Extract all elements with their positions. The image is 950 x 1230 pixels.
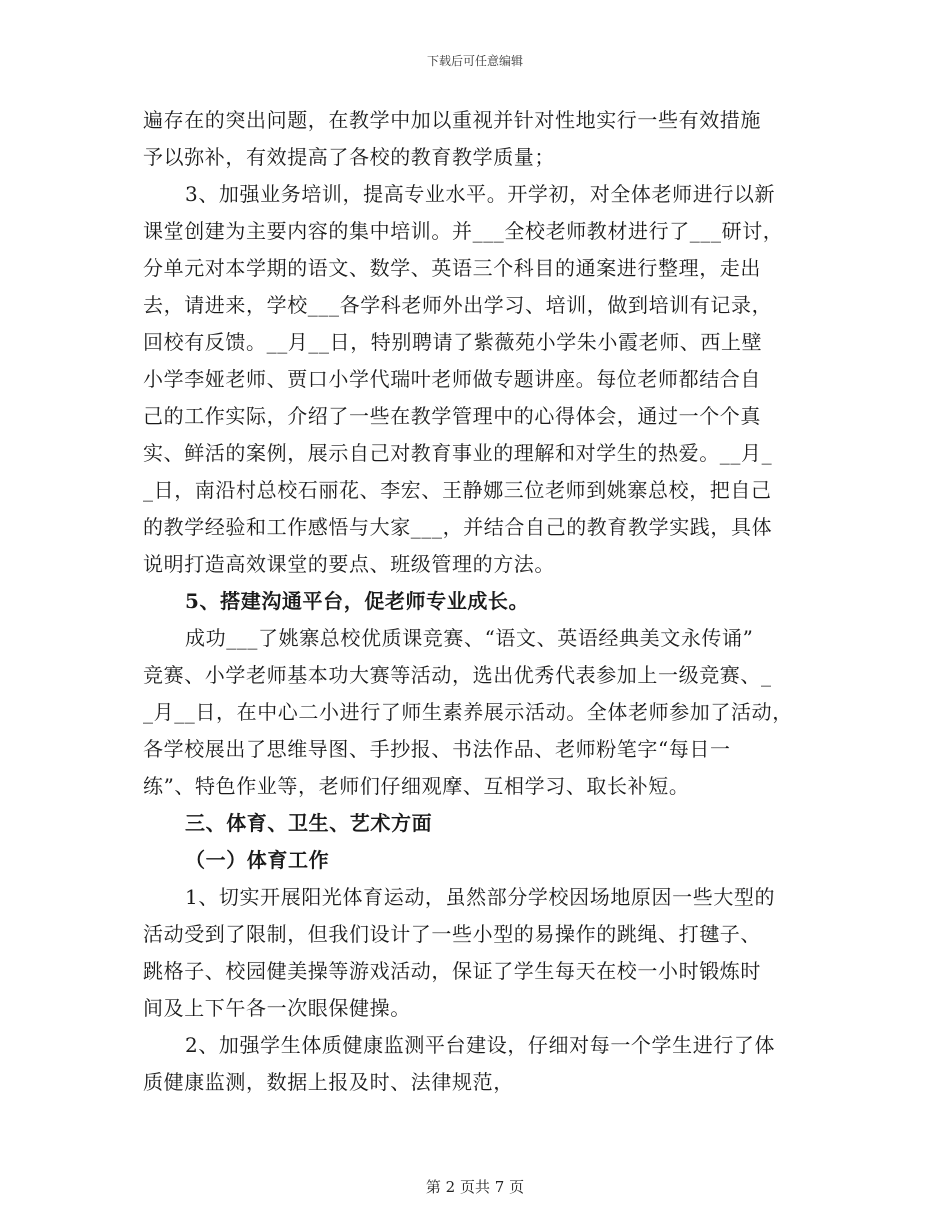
text-line: 跳格子、校园健美操等游戏活动，保证了学生每天在校一小时锻炼时	[143, 959, 761, 983]
text-line: 3、加强业务培训，提高专业水平。开学初，对全体老师进行以新	[185, 182, 776, 206]
text-line: 1、切实开展阳光体育运动，虽然部分学校因场地原因一些大型的	[185, 885, 776, 909]
text-line: 实、鲜活的案例，展示自己对教育事业的理解和对学生的热爱。__月_	[143, 441, 773, 465]
page-header: 下载后可任意编辑	[426, 54, 523, 68]
text-line: 活动受到了限制，但我们设计了一些小型的易操作的跳绳、打毽子、	[143, 922, 761, 946]
text-line: 竞赛、小学老师基本功大赛等活动，选出优秀代表参加上一级竞赛、_	[143, 663, 772, 687]
section-heading: 5、搭建沟通平台，促老师专业成长。	[185, 589, 530, 613]
text-line: 回校有反馈。__月__日，特别聘请了紫薇苑小学朱小霞老师、西上壁	[143, 330, 763, 354]
text-line: 去，请进来，学校___各学科老师外出学习、培训，做到培训有记录，	[143, 293, 773, 317]
text-line: 分单元对本学期的语文、数学、英语三个科目的通案进行整理，走出	[143, 256, 761, 280]
subsection-heading: （一）体育工作	[185, 848, 330, 872]
text-line: 练”、特色作业等，老师们仔细观摩、互相学习、取长补短。	[143, 774, 690, 798]
document-body	[143, 102, 815, 1101]
text-line: 2、加强学生体质健康监测平台建设，仔细对每一个学生进行了体	[185, 1033, 776, 1057]
text-line: _月__日，在中心二小进行了师生素养展示活动。全体老师参加了活动，	[143, 700, 793, 724]
text-line: 各学校展出了思维导图、手抄报、书法作品、老师粉笔字“每日一	[143, 737, 731, 761]
page-footer: 第 2 页共 7 页	[425, 1178, 525, 1196]
text-line: 质健康监测，数据上报及时、法律规范，	[143, 1070, 514, 1094]
text-line: 小学李娅老师、贾口小学代瑞叶老师做专题讲座。每位老师都结合自	[143, 367, 761, 391]
text-line: 遍存在的突出问题，在教学中加以重视并针对性地实行一些有效措施	[143, 108, 761, 132]
text-line: 说明打造高效课堂的要点、班级管理的方法。	[143, 552, 555, 576]
section-heading: 三、体育、卫生、艺术方面	[185, 811, 433, 835]
text-line: 的教学经验和工作感悟与大家___，并结合自己的教育教学实践，具体	[143, 515, 773, 539]
text-line: 己的工作实际，介绍了一些在教学管理中的心得体会，通过一个个真	[143, 404, 761, 428]
text-line: 课堂创建为主要内容的集中培训。并___全校老师教材进行了___研讨，	[143, 219, 784, 243]
text-line: _日，南沿村总校石丽花、李宏、王静娜三位老师到姚寨总校，把自己	[143, 478, 772, 502]
text-line: 予以弥补，有效提高了各校的教育教学质量；	[143, 145, 555, 169]
text-line: 间及上下午各一次眼保健操。	[143, 996, 411, 1020]
text-line: 成功___了姚寨总校优质课竞赛、“语文、英语经典美文永传诵”	[185, 626, 754, 650]
